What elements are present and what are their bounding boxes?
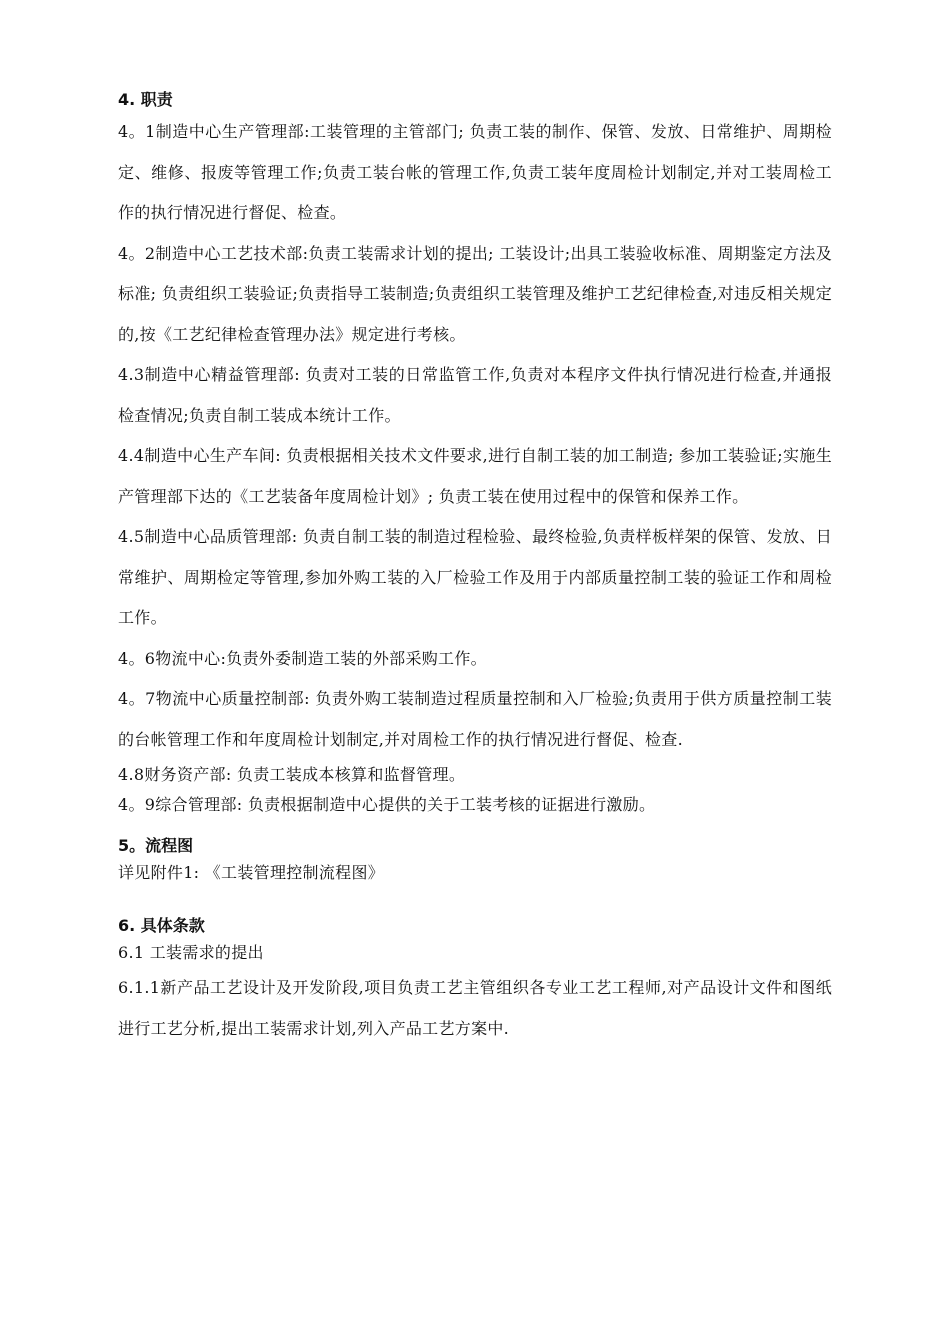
section-6-heading: 6. 具体条款 xyxy=(118,916,205,935)
section-4-3: 4.3制造中心精益管理部: 负责对工装的日常监管工作,负责对本程序文件执行情况进行检查,并通报检查情况;负责自制工装成本统计工作。 xyxy=(118,365,832,425)
section-4-4: 4.4制造中心生产车间: 负责根据相关技术文件要求,进行自制工装的加工制造; 参加工装验证;实施生产管理部下达的《工艺装备年度周检计划》; 负责工装在使用过程中的保管和保养工作。 xyxy=(118,446,832,506)
section-6-1-1: 6.1.1新产品工艺设计及开发阶段,项目负责工艺主管组织各专业工艺工程师,对产品设计文件和图纸进行工艺分析,提出工装需求计划,列入产品工艺方案中. xyxy=(118,978,832,1038)
section-4-5: 4.5制造中心品质管理部: 负责自制工装的制造过程检验、最终检验,负责样板样架的保管、发放、日常维护、周期检定等管理,参加外购工装的入厂检验工作及用于内部质量控制工装的验证工作和周检工作。 xyxy=(118,527,832,627)
section-4-7: 4。7物流中心质量控制部: 负责外购工装制造过程质量控制和入厂检验;负责用于供方质量控制工装的台帐管理工作和年度周检计划制定,并对周检工作的执行情况进行督促、检查. xyxy=(118,689,832,749)
section-4-6: 4。6物流中心:负责外委制造工装的外部采购工作。 xyxy=(118,648,487,668)
section-5-heading: 5。流程图 xyxy=(118,836,194,855)
section-4-8: 4.8财务资产部: 负责工装成本核算和监督管理。 xyxy=(118,765,466,784)
section-4-heading: 4. 职责 xyxy=(118,90,173,109)
section-4-2: 4。2制造中心工艺技术部:负责工装需求计划的提出; 工装设计;出具工装验收标准、周期鉴定方法及标准; 负责组织工装验证;负责指导工装制造;负责组织工装管理及维护工艺纪律检查,对违反相关规定的,按《工艺纪律检查管理办法》规定进行考核。 xyxy=(118,243,832,344)
section-4-9: 4。9综合管理部: 负责根据制造中心提供的关于工装考核的证据进行激励。 xyxy=(118,795,656,814)
section-5-text: 详见附件1: 《工装管理控制流程图》 xyxy=(118,863,385,882)
section-4-1: 4。1制造中心生产管理部:工装管理的主管部门; 负责工装的制作、保管、发放、日常维护、周期检定、维修、报废等管理工作;负责工装台帐的管理工作,负责工装年度周检计划制定,并对工装周检工作的执行情况进行督促、检查。 xyxy=(118,122,832,222)
section-6-1-title: 6.1 工装需求的提出 xyxy=(118,943,264,962)
